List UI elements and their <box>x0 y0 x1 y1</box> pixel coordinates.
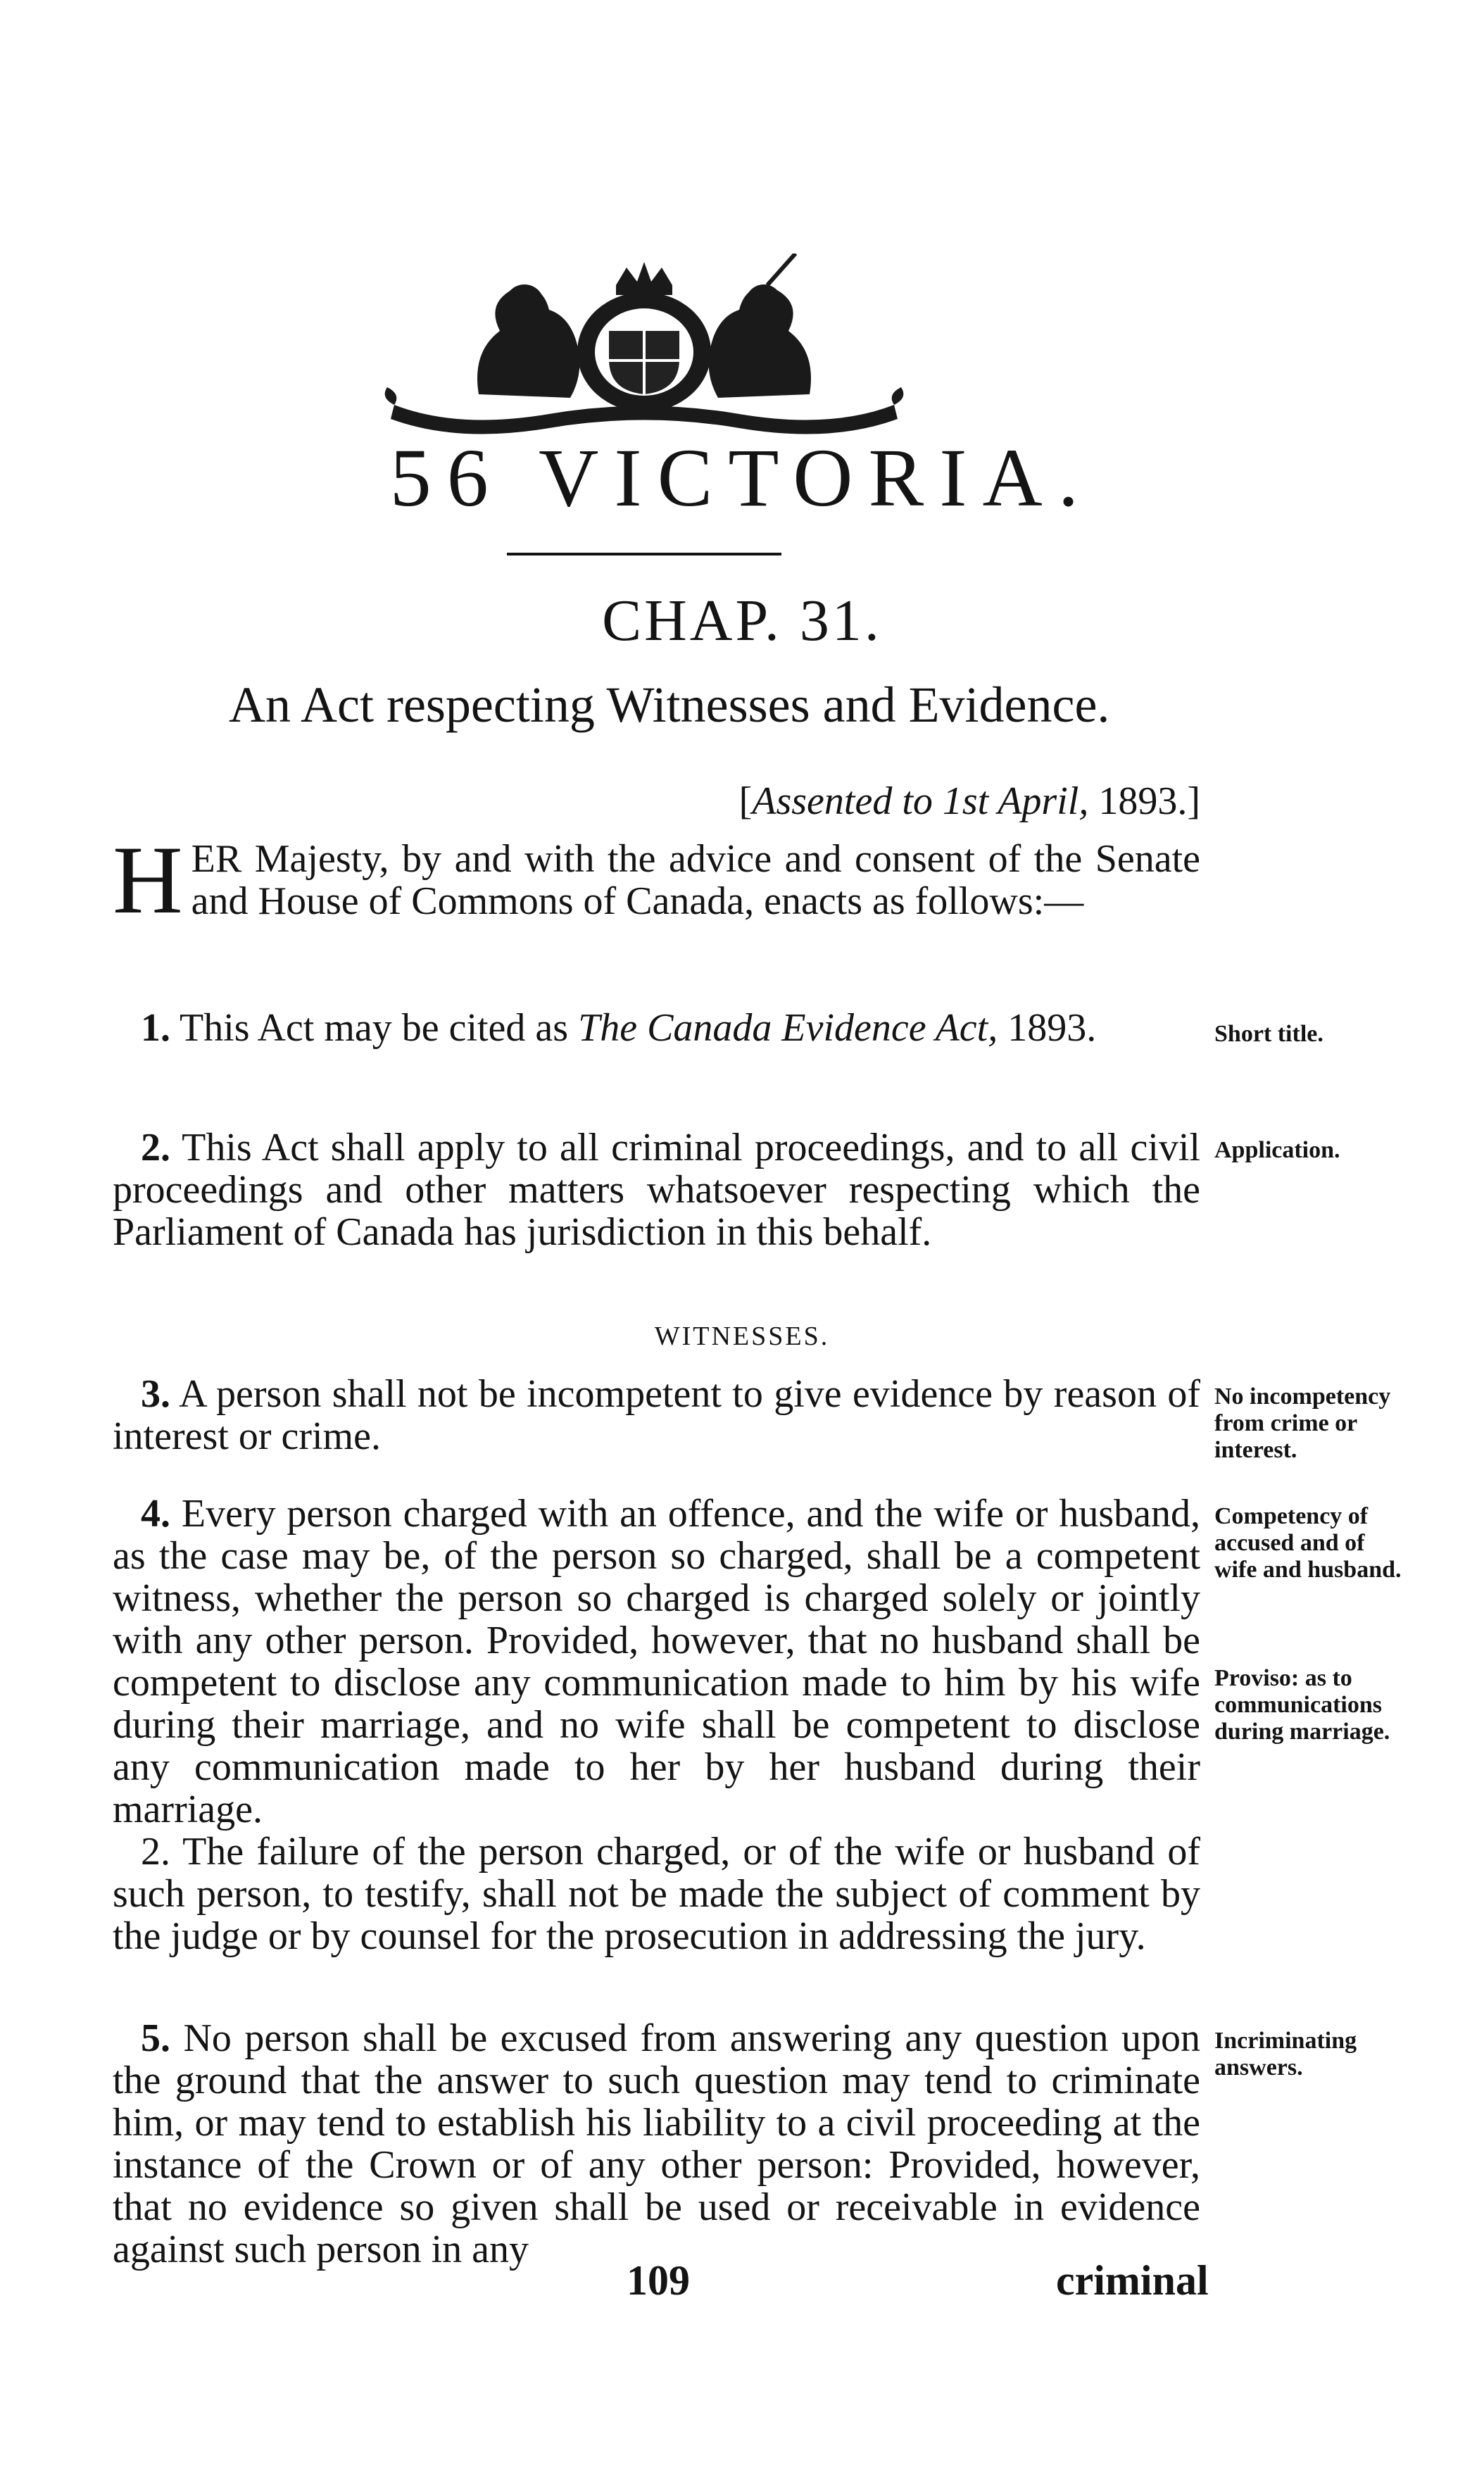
margin-note-incriminating: Incriminating answers. <box>1214 2028 1357 2081</box>
section-italic: The Canada Evidence Act, <box>578 1006 998 1050</box>
section-text: Every person charged with an offence, and the wife or husband, as the case may be, of the person so charged, shall be a competent witness, whether the person so charged is charged solely or jointly with any other person. Provided, however, that no husband shall be competent to disclose any communication made to him by his wife during their marriage, and no wife shall be competent to disclose any communication made to her by her husband during their marriage. <box>113 1492 1200 1831</box>
margin-note-application: Application. <box>1214 1137 1340 1163</box>
section-text: This Act may be cited as <box>170 1006 579 1050</box>
margin-note-short-title: Short title. <box>1214 1021 1323 1047</box>
page-number: 109 <box>627 2257 690 2304</box>
assent-italic: Assented to 1st April, <box>752 779 1089 823</box>
witnesses-heading: WITNESSES. <box>654 1322 830 1351</box>
preamble-text: ER Majesty, by and with the advice and consent of the Senate and House of Commons of Canada, enacts as follows:— <box>191 837 1200 923</box>
section-number: 4. <box>141 1492 170 1536</box>
section-3 <box>113 1373 1200 1457</box>
section-1 <box>113 1007 1200 1049</box>
section-2 <box>113 1126 1200 1253</box>
margin-note-incompetency: No incompetency from crime or interest. <box>1214 1383 1391 1463</box>
section-text-after: 1893. <box>998 1006 1097 1050</box>
act-title: An Act respecting Witnesses and Evidence. <box>229 677 1110 733</box>
section-number: 2. <box>141 1126 170 1169</box>
section-number: 5. <box>141 2016 170 2060</box>
margin-note-proviso: Proviso: as to communications during marriage. <box>1214 1665 1390 1745</box>
section-text: No person shall be excused from answering any question upon the ground that the answer to such question may tend to criminate him, or may tend to establish his liability to a civil proceeding at the instance of the Crown or of any other person: Provided, however, that no evidence so given shall be used or receivable in evidence against such person in any <box>113 2016 1200 2271</box>
section-number: 1. <box>141 1006 170 1050</box>
preamble <box>113 826 1200 934</box>
title-rule <box>507 553 781 556</box>
margin-note-competency: Competency of accused and of wife and husband. <box>1214 1503 1402 1583</box>
catchword: criminal <box>1056 2257 1209 2304</box>
chapter-number: CHAP. 31. <box>602 588 882 653</box>
section-text: This Act shall apply to all criminal proceedings, and to all civil proceedings and other matters whatsoever respecting which the Parliament of Canada has jurisdiction in this behalf. <box>113 1126 1200 1254</box>
section-4-subsection-2: 2. The failure of the person charged, or of the wife or husband of such person, to testify, shall not be made the subject of comment by the judge or by counsel for the prosecution in addressing the jury. <box>113 1830 1200 1958</box>
royal-coat-of-arms <box>373 253 915 437</box>
section-number: 3. <box>141 1372 170 1416</box>
assent-suffix: 1893.] <box>1088 779 1200 823</box>
assent-prefix: [ <box>738 779 753 823</box>
section-5 <box>113 2017 1200 2271</box>
section-text: A person shall not be incompetent to give evidence by reason of interest or crime. <box>113 1372 1200 1458</box>
assent-line <box>0 779 1200 823</box>
page-title: 56 VICTORIA. <box>389 432 1095 524</box>
section-4 <box>113 1493 1200 1957</box>
drop-cap: H <box>113 826 183 934</box>
